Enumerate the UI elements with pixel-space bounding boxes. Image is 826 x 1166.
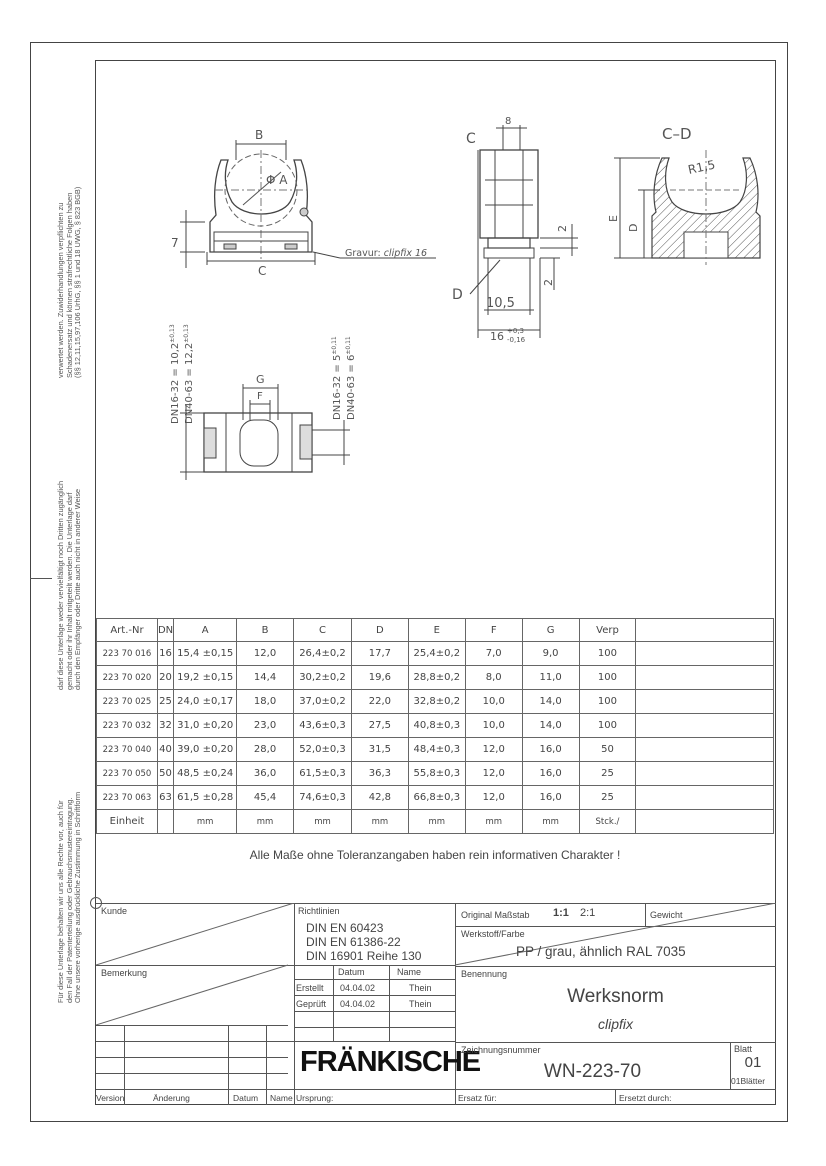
dim-label-10-5: 10,5 [486,296,515,311]
column-header: Verp [579,619,636,642]
dim-label-e: E [607,215,620,222]
table-cell: 100 [579,666,636,690]
margin-note-lower: Für diese Unterlage behalten wir uns alle Rechte vor, auch für den Fall der Patenterteilung oder Gebrauchsmustereintragung. Ohne unsere vorherige ausdrückliche Zustimmung in Schriftform [56,791,83,1003]
table-cell: 28,8±0,2 [408,666,465,690]
table-cell: 7,0 [465,642,522,666]
table-cell: 25 [157,690,173,714]
table-cell: 36,3 [351,762,408,786]
werkstoff-value: PP / grau, ähnlich RAL 7035 [516,944,686,959]
dim-label-r15: R1,5 [686,157,717,177]
dim-label-2-lower: 2 [542,279,555,286]
table-cell: 74,6±0,3 [294,786,352,810]
blaetter-value: 01Blätter [731,1076,766,1086]
margin-note-upper: verwertet werden. Zuwiderhandlungen verpflichten zu Schadenersatz und können strafrechtliche Folgen haben (§§ 12,11,15,97,106 UrhG, §§ 1 und 18 UWG, § 823 BGB) [56,186,83,378]
units-cell [157,810,173,834]
top-view-right-dim-1: $DN16-32 = 5^{\pm 0,11}$ [331,336,343,420]
dim-label-g: G [256,373,265,386]
gewicht-label: Gewicht [650,910,683,920]
version-label: Version [96,1093,125,1103]
top-view-left-dim-1: $DN16-32 = 10,2^{\pm 0,13}$ [169,324,181,424]
table-cell: 14,0 [522,714,579,738]
blatt-value: 01 [744,1054,762,1071]
column-header: F [465,619,522,642]
column-header: A [174,619,237,642]
dim-label-a: Φ A [266,173,288,187]
table-cell: 45,4 [237,786,294,810]
dim-label-2-upper: 2 [556,225,569,232]
table-cell: 18,0 [237,690,294,714]
zeichnungsnummer-value: WN-223-70 [543,1061,642,1082]
geprueft-datum: 04.04.02 [340,999,376,1009]
table-cell: 30,2±0,2 [294,666,352,690]
table-cell: 31,5 [351,738,408,762]
tolerance-lower: -0,16 [507,336,526,344]
table-row [97,642,774,666]
table-cell: 223 70 025 [97,690,158,714]
units-cell: mm [465,810,522,834]
table-cell: 16,0 [522,738,579,762]
massstab-alt: 2:1 [580,907,596,919]
units-cell [636,810,774,834]
table-cell: 10,0 [465,690,522,714]
section-marker-c: C [466,131,476,147]
table-cell: 10,0 [465,714,522,738]
table-cell: 100 [579,690,636,714]
table-cell: 12,0 [465,786,522,810]
aenderung-label: Änderung [153,1093,190,1103]
table-cell: 66,8±0,3 [408,786,465,810]
units-cell: Stck./ [579,810,636,834]
ersetzt-durch-label: Ersetzt durch: [619,1093,672,1103]
table-cell: 223 70 020 [97,666,158,690]
column-header: E [408,619,465,642]
blatt-label: Blatt [734,1044,753,1054]
benennung-value: Werksnorm [567,986,664,1007]
table-cell: 50 [157,762,173,786]
table-cell: 9,0 [522,642,579,666]
table-cell: 14,0 [522,690,579,714]
table-row [97,690,774,714]
benennung-label: Benennung [461,969,508,979]
gravur-label: Gravur: clipfix 16 [345,248,428,259]
richtlinie-3: DIN 16901 Reihe 130 [306,949,422,963]
werkstoff-label: Werkstoff/Farbe [461,929,525,939]
units-cell: mm [408,810,465,834]
column-header: C [294,619,352,642]
table-cell: 15,4 ±0,15 [174,642,237,666]
table-row [97,786,774,810]
table-cell: 25 [579,762,636,786]
units-cell: Einheit [97,810,158,834]
dim-label-16: 16 [490,330,504,343]
name-footer-label: Name [270,1093,293,1103]
technical-drawing [96,61,774,616]
table-cell [636,666,774,690]
table-cell: 223 70 016 [97,642,158,666]
dim-label-b: B [255,128,264,142]
top-view [180,384,350,480]
table-cell [636,738,774,762]
column-header [636,619,774,642]
units-cell: mm [174,810,237,834]
units-row [97,810,774,834]
table-cell: 48,4±0,3 [408,738,465,762]
zeichnungsnummer-label: Zeichnungsnummer [461,1045,541,1055]
table-row [97,666,774,690]
table-cell: 32 [157,714,173,738]
table-cell: 17,7 [351,642,408,666]
table-cell: 22,0 [351,690,408,714]
table-cell: 32,8±0,2 [408,690,465,714]
table-cell: 24,0 ±0,17 [174,690,237,714]
column-header: Art.-Nr [97,619,158,642]
units-cell: mm [522,810,579,834]
table-cell: 25 [579,786,636,810]
section-view-title: C–D [662,125,692,143]
dim-label-c-front: C [258,264,267,278]
table-row [97,762,774,786]
richtlinien-label: Richtlinien [298,906,340,916]
table-cell [636,642,774,666]
datum-column-label: Datum [338,967,365,977]
table-cell: 25,4±0,2 [408,642,465,666]
table-cell: 223 70 032 [97,714,158,738]
table-cell: 14,4 [237,666,294,690]
table-cell: 52,0±0,3 [294,738,352,762]
ursprung-label: Ursprung: [296,1093,334,1103]
table-cell: 61,5 ±0,28 [174,786,237,810]
table-cell: 63 [157,786,173,810]
table-row [97,738,774,762]
table-header-row [97,619,774,642]
table-cell: 39,0 ±0,20 [174,738,237,762]
table-cell [636,786,774,810]
name-column-label: Name [397,967,422,977]
table-cell: 36,0 [237,762,294,786]
dim-label-8: 8 [505,116,512,127]
table-cell: 12,0 [465,738,522,762]
table-cell: 31,0 ±0,20 [174,714,237,738]
table-cell: 26,4±0,2 [294,642,352,666]
table-cell: 61,5±0,3 [294,762,352,786]
table-cell [636,714,774,738]
margin-note-middle: darf diese Unterlage weder vervielfältigt noch Dritten zugänglich gemacht oder ihr Inhalt mitgeteilt werden. Die Unterlage darf durch den Empfänger oder Dritte auch nicht in anderer Weise [56,480,83,690]
table-cell: 223 70 063 [97,786,158,810]
table-cell: 37,0±0,2 [294,690,352,714]
table-cell: 40,8±0,3 [408,714,465,738]
table-cell: 8,0 [465,666,522,690]
tolerance-note: Alle Maße ohne Toleranzangaben haben rein informativen Charakter ! [249,848,621,862]
table-row [97,714,774,738]
top-view-right-dim-2: $DN40-63 = 6^{\pm 0,11}$ [345,336,357,420]
dim-label-f: F [257,391,263,402]
table-cell: 43,6±0,3 [294,714,352,738]
geprueft-name: Thein [409,999,432,1009]
dim-label-7: 7 [171,236,179,250]
table-cell: 12,0 [237,642,294,666]
richtlinie-2: DIN EN 61386-22 [306,935,401,949]
table-cell: 100 [579,642,636,666]
dimension-table [96,618,774,834]
table-cell: 27,5 [351,714,408,738]
dim-label-d: D [627,223,640,232]
table-cell: 16,0 [522,786,579,810]
table-cell: 55,8±0,3 [408,762,465,786]
table-cell: 19,6 [351,666,408,690]
datum-footer-label: Datum [233,1093,259,1103]
column-header: G [522,619,579,642]
column-header: B [237,619,294,642]
table-cell: 42,8 [351,786,408,810]
geprueft-label: Geprüft [296,999,327,1009]
table-cell: 23,0 [237,714,294,738]
table-cell: 40 [157,738,173,762]
richtlinie-1: DIN EN 60423 [306,921,384,935]
table-cell [636,690,774,714]
table-cell: 19,2 ±0,15 [174,666,237,690]
units-cell: mm [237,810,294,834]
massstab-label: Original Maßstab [461,910,530,920]
fold-mark [30,578,52,579]
erstellt-name: Thein [409,983,432,993]
top-view-left-dim-2: $DN40-63 = 12,2^{\pm 0,13}$ [183,324,195,424]
table-cell: 223 70 050 [97,762,158,786]
table-cell: 50 [579,738,636,762]
bemerkung-label: Bemerkung [101,968,148,978]
table-cell: 11,0 [522,666,579,690]
units-cell: mm [294,810,352,834]
table-cell: 16,0 [522,762,579,786]
massstab-active: 1:1 [553,907,569,919]
erstellt-label: Erstellt [296,983,324,993]
erstellt-datum: 04.04.02 [340,983,376,993]
ersatz-fuer-label: Ersatz für: [458,1093,497,1103]
table-cell: 20 [157,666,173,690]
table-cell [636,762,774,786]
company-logo: FRÄNKISCHE [300,1046,481,1078]
kunde-label: Kunde [101,906,128,916]
table-cell: 16 [157,642,173,666]
column-header: D [351,619,408,642]
table-cell: 223 70 040 [97,738,158,762]
table-cell: 100 [579,714,636,738]
tolerance-upper: +0,3 [507,327,524,335]
benennung-sub: clipfix [597,1016,633,1032]
units-cell: mm [351,810,408,834]
section-marker-d: D [452,287,463,303]
table-cell: 28,0 [237,738,294,762]
table-cell: 12,0 [465,762,522,786]
column-header: DN [157,619,173,642]
table-cell: 48,5 ±0,24 [174,762,237,786]
